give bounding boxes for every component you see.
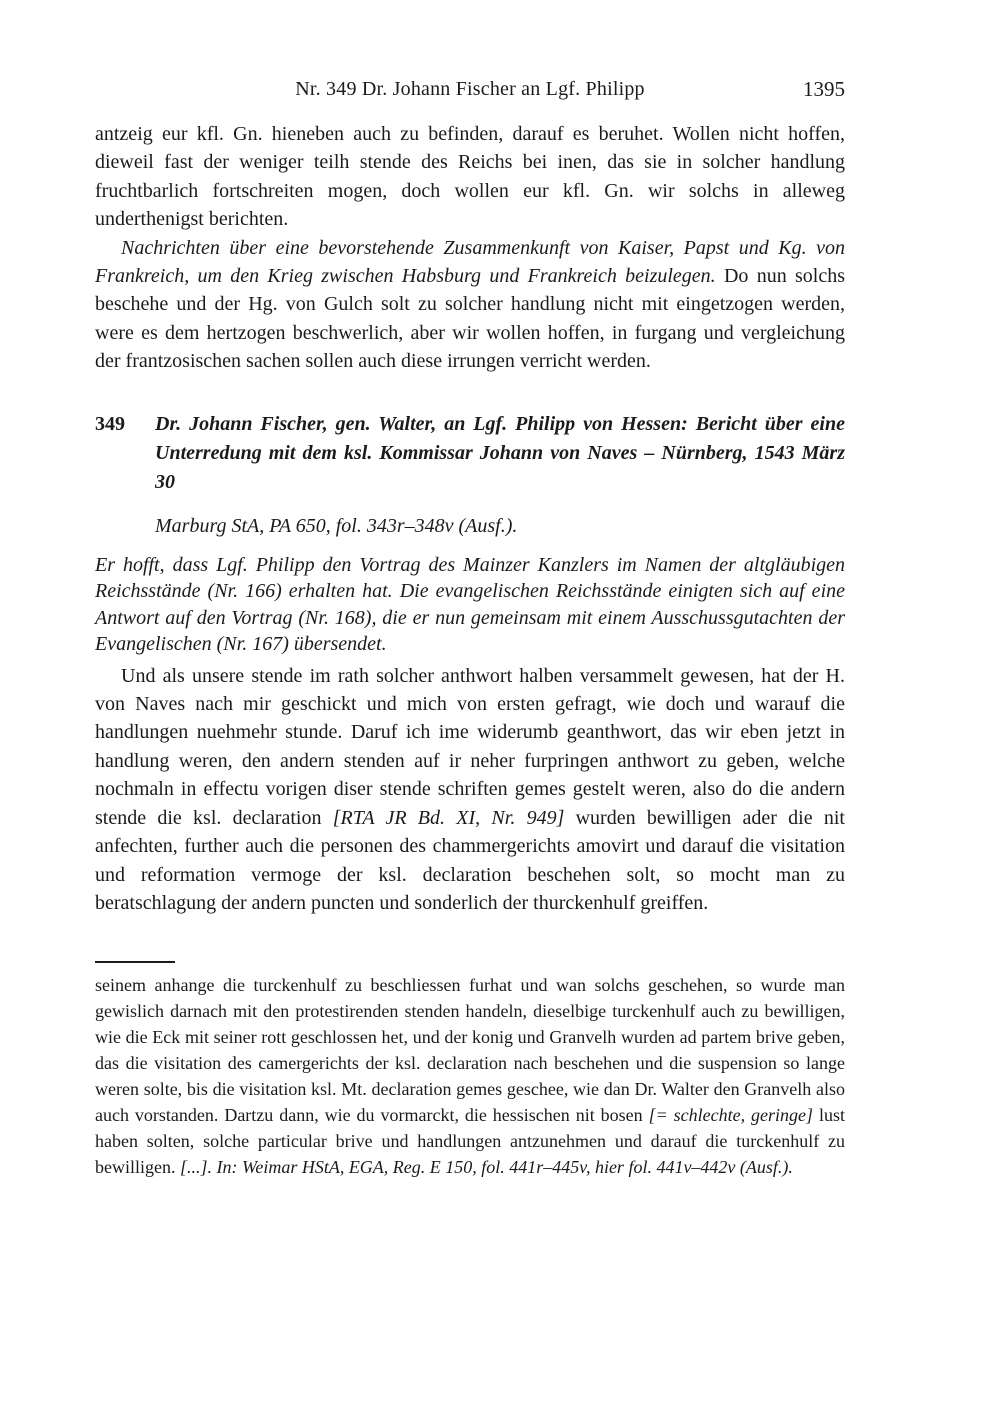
footnote-gloss-italic: [= schlechte, geringe]	[648, 1105, 814, 1126]
continuation-paragraph-2-text: Do nun solchs beschehe und der Hg. von Gulch solt zu solcher handlung nicht mit eingetzogen werden, were es dem hertzogen beschwerlich, aber wir wollen hoffen, in furgang und vergleichung der frantzosischen sachen sollen auch diese irrungen verricht werden.	[95, 265, 845, 373]
page-number: 1395	[803, 77, 845, 101]
entry-body-paragraph	[95, 662, 845, 918]
regest-note-italic: Nachrichten über eine bevorstehende Zusammenkunft von Kaiser, Papst und Kg. von Frankreich, um den Krieg zwischen Habsburg und Frankreich beizulegen.	[95, 236, 845, 288]
entry-heading	[95, 410, 845, 497]
entry-body-run-1: Und als unsere stende im rath solcher anthwort halben versammelt gewesen, hat der H. von Naves nach mir geschickt und mich von ersten gefragt, wie doch und warauf die handlungen nuehmehr stunde. Daruf ich ime widerumb geanthwort, das wir eben jetzt in handlung weren, den andern stenden auf ir neher furpringen anthwort zu geben, welche nochmaln in effectu vorigen diser stende schriften gemes gestelt weren, also do die andern stende die ksl. declaration	[95, 664, 845, 829]
continuation-paragraph-1	[95, 120, 845, 234]
entry-source-line: Marburg StA, PA 650, fol. 343r–348v (Ausf.).	[155, 514, 518, 537]
footnote-run-3: lust haben solten, solche particular brive und handlungen antzunehmen und darauf die turckenhulf zu bewilligen.	[95, 1105, 845, 1178]
entry-body-run-3: wurden bewilligen ader die nit anfechten, further auch die personen des chammergerichts amovirt und darauf die visitation und reformation vermoge der ksl. declaration beschehen solt, so mocht man zu beratschlagung der andern puncten und sonderlich der thurckenhulf greiffen.	[95, 806, 845, 914]
entry-summary: Er hofft, dass Lgf. Philipp den Vortrag des Mainzer Kanzlers im Namen der altgläubigen Reichsstände (Nr. 166) erhalten hat. Die evangelischen Reichsstände einigten sich auf eine Antwort auf den Vortrag (Nr. 168), die er nun gemeinsam mit einem Ausschussgutachten der Evangelischen (Nr. 167) übersendet.	[95, 553, 845, 656]
entry-body-citation-italic: [RTA JR Bd. XI, Nr. 949]	[332, 806, 565, 829]
main-text-block	[95, 120, 845, 1180]
continuation-paragraph-2	[95, 234, 845, 376]
continuation-paragraph-1-text: antzeig eur kfl. Gn. hieneben auch zu befinden, darauf es beruhet. Wollen nicht hoffen, dieweil fast der weniger teilh stende des Reichs bei inen, das sie in solcher handlung fruchtbarlich fortschreiten mogen, doch wollen eur kfl. Gn. wir solchs in alleweg underthenigst berichten.	[95, 123, 845, 231]
footnote-source-italic: [...]. In: Weimar HStA, EGA, Reg. E 150, fol. 441r–445v, hier fol. 441v–442v (Ausf.).	[179, 1157, 793, 1178]
entry-number: 349	[95, 412, 125, 435]
running-head	[95, 76, 845, 106]
entry-title: Dr. Johann Fischer, gen. Walter, an Lgf. Philipp von Hessen: Bericht über eine Unterredung mit dem ksl. Kommissar Johann von Naves – Nürnberg, 1543 März 30	[155, 412, 845, 493]
footnote-separator-rule	[95, 961, 175, 963]
running-title: Nr. 349 Dr. Johann Fischer an Lgf. Philipp	[295, 78, 645, 100]
footnote-paragraph	[95, 972, 845, 1180]
footnote-run-1: seinem anhange die turckenhulf zu beschliessen furhat und wan solchs geschehen, so wurde man gewislich darnach mit den protestirenden stenden handeln, dieselbige turckenhulf auch zu bewilligen, wie die Eck mit seiner rott geschlossen het, und der konig und Granvelh wurden ad partem brive geben, das die visitation des camergerichts der ksl. declaration nach beschehen und die suspension so lange weren solte, bis die visitation ksl. Mt. declaration gemes geschee, wie dan Dr. Walter den Granvelh also auch vorstanden. Dartzu dann, wie du vormarckt, die hessischen nit bosen	[95, 975, 845, 1126]
